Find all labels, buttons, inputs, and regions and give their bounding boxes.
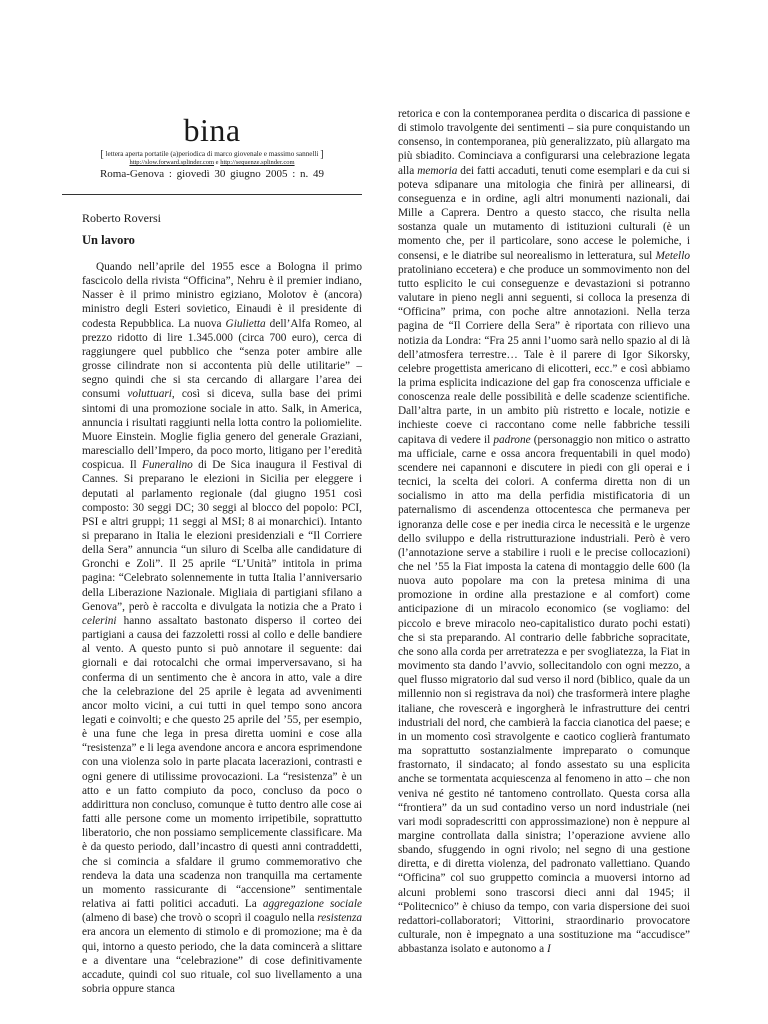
- masthead-links: [62, 159, 362, 167]
- masthead-divider: [62, 194, 362, 195]
- text-column-left: [82, 260, 362, 996]
- link-separator: e: [214, 159, 221, 166]
- article-author: Roberto Roversi: [82, 211, 161, 225]
- paragraph: Quando nell’aprile del 1955 esce a Bologna il primo fascicolo della rivista “Officina”, Nehru è il premier indiano, Nasser è il primo ministro egiziano, Molotov è (ancora) ministro degli Esteri sovietico, Einaudi è il presidente di codesta Repubblica. La nuova Giulietta dell’Alfa Romeo, al prezzo ridotto di lire 1.345.000 (circa 700 euro), cerca di raggiungere quel pubblico che “senza poter ambire alle grosse cilindrate non si accontenta più delle utilitarie” – segno quindi che si sta cercando di allargare l’area dei consumi voluttuari, così si diceva, sulla base dei primi sintomi di una promozione sociale in atto. Salk, in America, annuncia i risultati raggiunti nella lotta contro la poliomielite. Muore Einstein. Moglie figlia genero del generale Graziani, maresciallo dell’Impero, da poco morto, litigano per l’eredità cospicua. Il Funeralino di De Sica inaugura il Festival di Cannes. Si preparano le elezioni in Sicilia per eleggere i deputati al parlamento regionale (dal giugno 1951 così composto: 30 seggi DC; 30 seggi al blocco del popolo: PCI, PSI e altri gruppi; 11 seggi al MSI; 8 ai monarchici). Intanto si preparano in Italia le elezioni presidenziali e “Il Corriere della Sera” annuncia “un siluro di Scelba alle candidature di Gronchi e Zoli”. Il 25 aprile “L’Unità” intitola in prima pagina: “Celebrato solennemente in tutta Italia l’anniversario della Liberazione Nazionale. Migliaia di partigiani sfilano a Genova”, però è raccolta e divulgata la notizia che a Prato i celerini hanno assaltato bastonato disperso il corteo dei partigiani a causa dei fazzoletti rossi al collo e delle bandiere al vento. A questo punto si può annotare il seguente: dai giornali e dai rotocalchi che ormai imperversavano, si ha conferma di un sentimento che è ancora in atto, vale a dire che la celebrazione del 25 aprile è legata ad avvenimenti ancor molto vicini, a cui tutti in quel tempo sono ancora legati e coinvolti; e che questo 25 aprile del ’55, per esempio, è una fune che lega in presa diretta uomini e cose alla “resistenza” e li lega avendone ancora e ancora esprimendone con una violenza solo in parte placata lacerazioni, contrasti e ogni genere di utilissime provocazioni. La “resistenza” è un atto e un fatto compiuto da poco, concluso da poco o addirittura non concluso, comunque è tutto dentro alle cose ai fatti alle persone come un momento irripetibile, soprattutto liberatorio, che non possiamo semplicemente classificare. Ma è da questo periodo, dall’incastro di questi anni contraddetti, che si comincia a sfaldare il grumo commemorativo che rendeva la data una scadenza non tranquilla ma certamente un momento rassicurante di “accensione” sentimentale relativa ai fatti politici accaduti. La aggregazione sociale (almeno di base) che trovò o scoprì il coagulo nella resistenza era ancora un elemento di stimolo e di promozione; ma è da qui, intorno a questo periodo, che la data comincerà a slittare e a diventare una “celebrazione” di cose definitivamente accadute, quindi col suo rituale, col suo livellamento a una sobria oppure stanca: [82, 261, 363, 995]
- article-title: Un lavoro: [82, 233, 135, 247]
- text-column-right: [398, 107, 690, 956]
- paragraph-continued: retorica e con la contemporanea perdita o discarica di passione e di stimolo travolgente dei sentimenti – sia pure conquistando un consenso, in contemporanea, più generalizzato, più allargato ma più sbiadito. Cominciava a configurarsi una celebrazione legata alla memoria dei fatti accaduti, tenuti come esemplari e da cui si poteva sdipanare una mitologia che finirà per allinearsi, di conseguenza e in ordine, agli altri monumenti nazionali, dai Mille a Caprera. Dentro a questo stacco, che risulta nella sostanza quale un mutamento di istituzioni culturali (è un momento che, per il particolare, sono accese le polemiche, i consensi, e le diatribe sul neorealismo in letteratura, sul Metello pratoliniano eccetera) e che produce un sommovimento non del tutto esplicito le cui conseguenze e devastazioni si potranno valutare in pieno negli anni seguenti, si colloca la presenza di “Officina” prima, con poche altre annotazioni. Nella terza pagina de “Il Corriere della Sera” è riportata con rilievo una notizia da Londra: “Fra 25 anni l’uomo sarà nello spazio al di là dell’atmosfera terrestre… Tale è il parere di Igor Sikorsky, celebre progettista americano di elicotteri, ecc.” e così abbiamo la prima esplicita indicazione del gap fra conoscenza ufficiale e conoscenza reale delle possibilità e delle scadenze scientifiche. Dall’altra parte, in un ambito più ristretto e locale, notizie e inchieste coeve ci raccontano come nelle fabbriche tessili capitava di vedere il padrone (personaggio non mitico o astratto ma ufficiale, carne e ossa ancora frequentabili in quel modo) scendere nei capannoni e discutere in piedi con gli operai e i tecnici, la scelta dei colori. A conferma diretta non di un socialismo in atto ma della perfidia mistificatoria di un paternalismo di ascendenza ottocentesca che permaneva per ignoranza delle cose e per inedia circa le necessità e le urgenze dello sviluppo e della ristrutturazione industriali. Però è vero (l’annotazione serve a stabilire i ruoli e le precise collocazioni) che nel ’55 la Fiat imposta la catena di montaggio delle 600 (la nuova auto popolare ma con la pretesa minima di una promozione in ordine alla prestazione e al comfort) come anticipazione di un miracolo economico (se vogliamo: del piccolo e breve miracolo neo-capitalistico durato pochi estati) che si sta preparando. Al contrario delle fabbriche sopracitate, che sono alla corda per arretratezza e per svogliatezza, la Fiat in movimento sta dando l’avvio, sollecitandolo con ogni mezzo, a quel flusso migratorio dal sud verso il nord (biblico, quale da un millennio non si registrava da noi) che trasformerà intere plaghe italiane, che rovescerà e ingorgherà le infrastrutture dei centri industriali del nord, che cambierà la faccia cianotica del paese; e in un momento così stravolgente e caotico coglierà frantumato ma soprattutto sostanzialmente impreparato o comunque frastornato, il sindacato; al fondo assestato su una esplicita anche se tormentata acquiescenza al fenomeno in atto – che non veniva né gestito né tantomeno controllato. Questa corsa alla “frontiera” da un sud contadino verso un nord industriale (nei vari modi sopradescritti con approssimazione) non è neppure al margine controllata dalla sinistra; l’operazione avviene allo sbando, sfuggendo in ogni rivolo; nel segno di una gestione diretta, e di diretta violenza, del padronato vallettiano. Quando “Officina” col suo gruppetto comincia a muoversi intorno ad alcuni problemi sono trascorsi dieci anni dal 1945; il “Politecnico” è chiuso da tempo, con varia dispersione dei suoi redattori-collaboratori; Vittorini, straordinario provocatore culturale, non è impegnato a una sostituzione ma “accudisce” abbastanza isolato e autonomo a I: [398, 108, 691, 956]
- bracket-right: ]: [320, 149, 324, 160]
- masthead: [62, 112, 362, 181]
- masthead-title: bina: [183, 112, 241, 148]
- slow-forward-link[interactable]: http://slow.forward.splinder.com: [129, 159, 215, 166]
- sequenze-link[interactable]: http://sequenze.splinder.com: [220, 159, 295, 166]
- masthead-subtitle-line: [62, 150, 362, 159]
- bracket-left: [: [100, 149, 104, 160]
- masthead-date-line: Roma-Genova : giovedì 30 giugno 2005 : n. 49: [99, 168, 325, 180]
- masthead-subtitle: lettera aperta portatile (a)periodica di marco giovenale e massimo sannelli: [105, 150, 319, 158]
